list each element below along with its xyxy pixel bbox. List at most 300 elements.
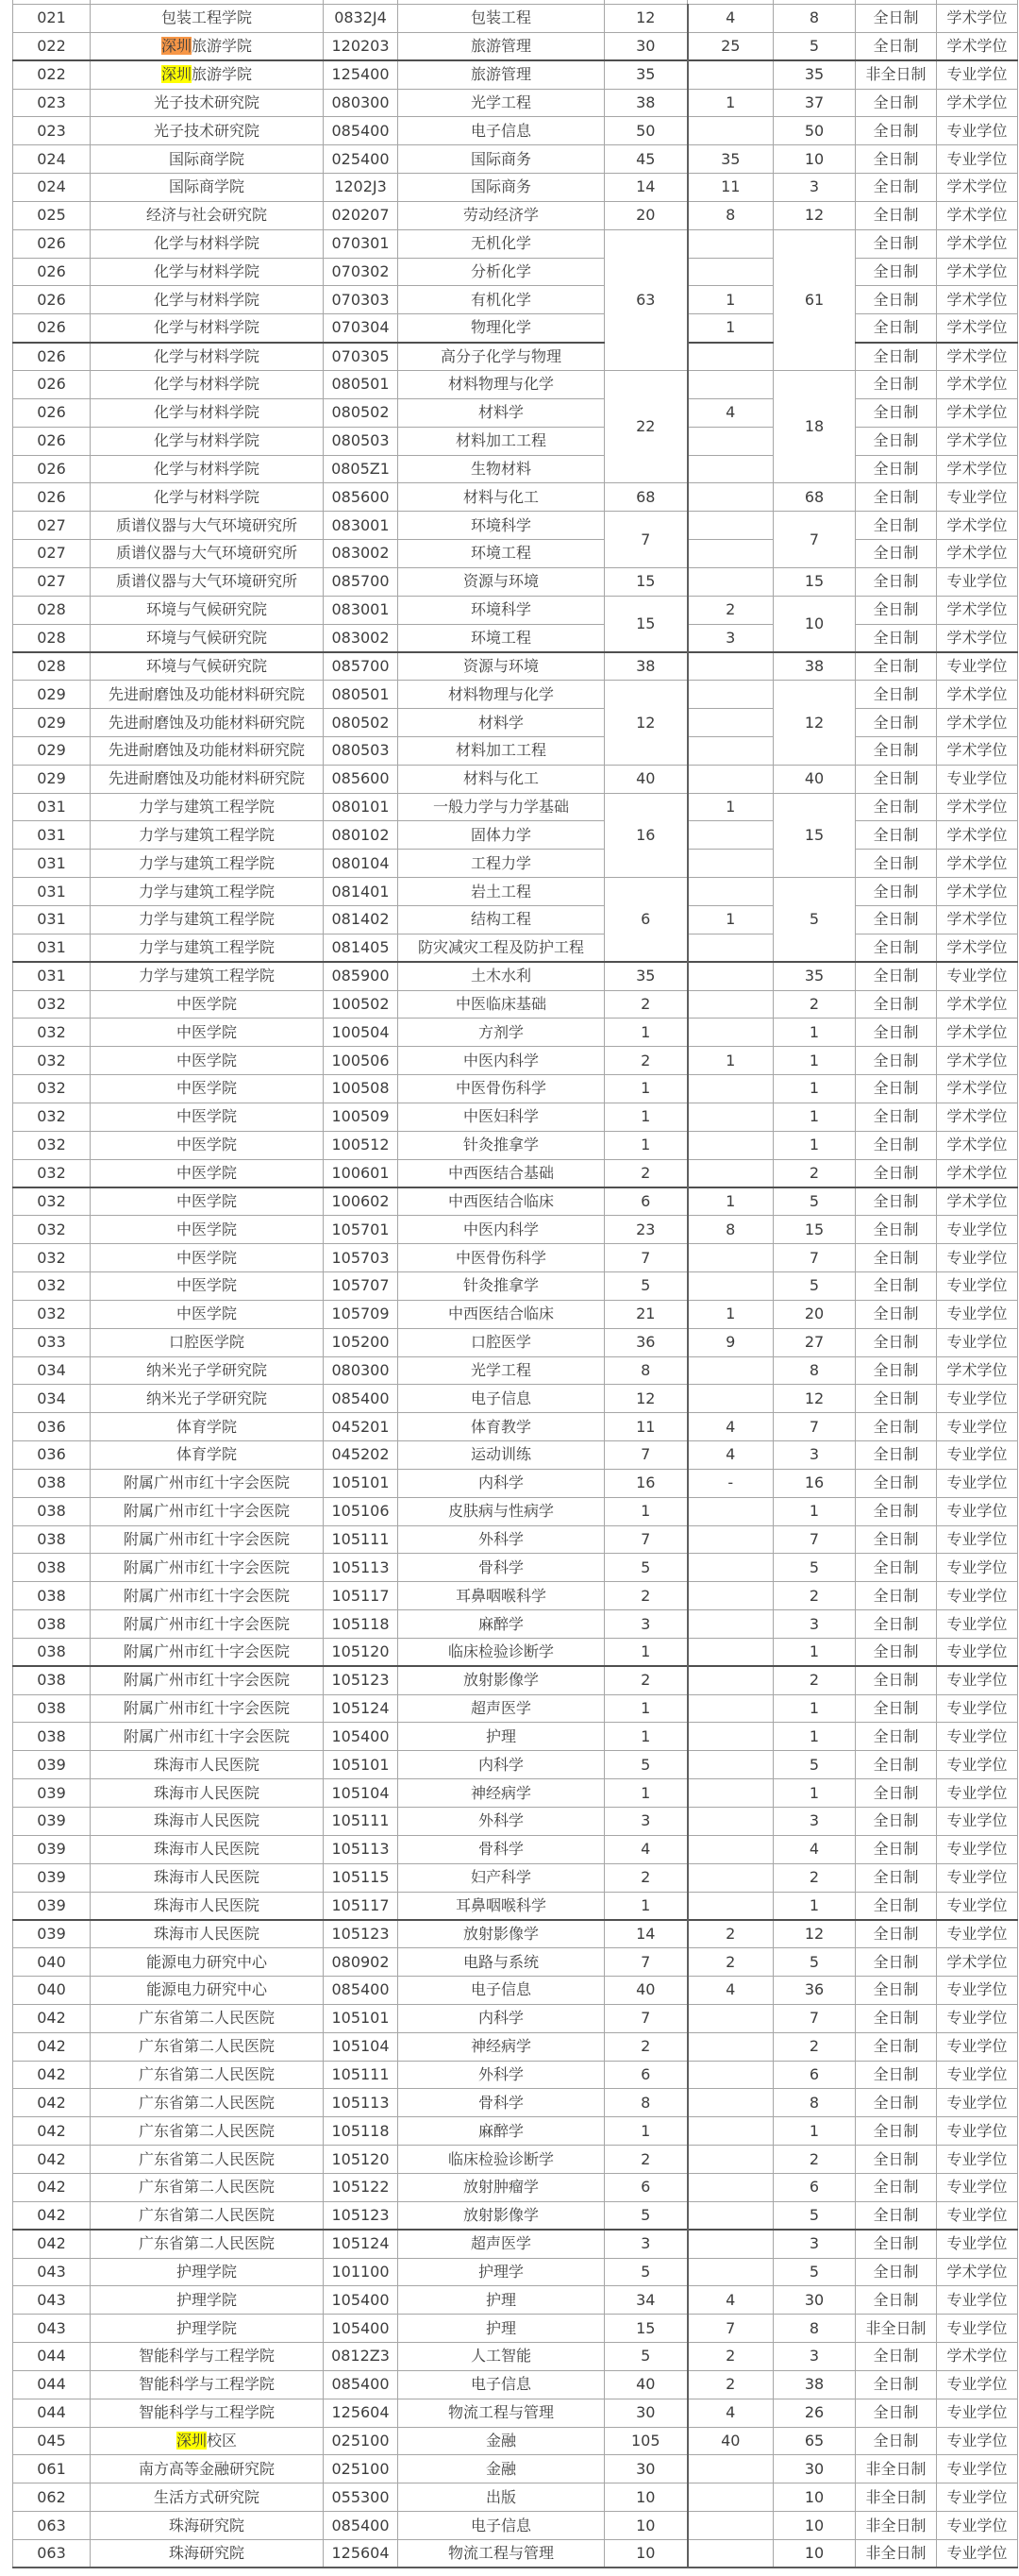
cell-quota-total: 15 [605, 2315, 688, 2343]
cell-college-name: 质谱仪器与大气环境研究所 [91, 540, 324, 568]
cell-college-name: 深圳旅游学院 [91, 32, 324, 60]
cell-college-name: 广东省第二人民医院 [91, 2146, 324, 2174]
cell-college-name: 先进耐磨蚀及功能材料研究院 [91, 736, 324, 765]
cell-major-code: 0812Z3 [324, 2343, 398, 2371]
cell-major-name: 内科学 [398, 1469, 605, 1497]
table-row [13, 2173, 1018, 2201]
cell-quota-exempt: 1 [688, 314, 774, 343]
cell-quota-exempt: 3 [688, 624, 774, 652]
cell-major-name: 护理 [398, 1723, 605, 1751]
cell-major-name: 环境科学 [398, 512, 605, 540]
cell-quota-exempt [688, 343, 774, 371]
cell-degree-type: 学术学位 [937, 201, 1018, 229]
cell-college-code: 031 [13, 906, 91, 934]
cell-major-code: 080502 [324, 398, 398, 427]
cell-major-name: 皮肤病与性病学 [398, 1497, 605, 1525]
cell-degree-type: 学术学位 [937, 398, 1018, 427]
cell-degree-type: 专业学位 [937, 2315, 1018, 2343]
cell-quota-exempt: 2 [688, 2370, 774, 2399]
cell-college-name: 化学与材料学院 [91, 286, 324, 314]
cell-quota-exam: 5 [774, 32, 856, 60]
cell-major-code: 120203 [324, 32, 398, 60]
cell-major-code: 105118 [324, 2117, 398, 2146]
cell-college-code: 027 [13, 567, 91, 596]
cell-major-name: 电子信息 [398, 117, 605, 145]
cell-college-name: 生活方式研究院 [91, 2483, 324, 2512]
table-row [13, 1328, 1018, 1356]
cell-degree-type: 专业学位 [937, 652, 1018, 681]
cell-study-mode: 全日制 [856, 765, 937, 793]
cell-study-mode: 全日制 [856, 455, 937, 483]
cell-study-mode: 全日制 [856, 2173, 937, 2201]
cell-college-code: 032 [13, 990, 91, 1019]
cell-quota-total: 7 [605, 1244, 688, 1272]
cell-degree-type: 学术学位 [937, 1047, 1018, 1075]
cell-quota-total: 45 [605, 145, 688, 174]
cell-study-mode: 全日制 [856, 2427, 937, 2455]
cell-major-code: 080102 [324, 821, 398, 850]
table-row [13, 1047, 1018, 1075]
cell-major-name: 无机化学 [398, 229, 605, 258]
cell-degree-type: 专业学位 [937, 1666, 1018, 1694]
cell-college-name: 化学与材料学院 [91, 370, 324, 398]
cell-study-mode: 全日制 [856, 1356, 937, 1385]
cell-quota-exempt: 1 [688, 286, 774, 314]
cell-quota-exempt: 1 [688, 89, 774, 117]
cell-quota-exempt [688, 1385, 774, 1413]
cell-degree-type: 学术学位 [937, 314, 1018, 343]
cell-college-name: 中医学院 [91, 990, 324, 1019]
cell-degree-type: 专业学位 [937, 1582, 1018, 1610]
table-row [13, 596, 1018, 624]
cell-major-name: 环境工程 [398, 624, 605, 652]
cell-quota-exempt [688, 1244, 774, 1272]
cell-study-mode: 非全日制 [856, 2455, 937, 2483]
cell-major-name: 神经病学 [398, 2032, 605, 2061]
cell-major-code: 083002 [324, 624, 398, 652]
admissions-table-container [12, 4, 1018, 2568]
cell-major-name: 出版 [398, 2483, 605, 2512]
table-row [13, 1779, 1018, 1808]
cell-major-name: 生物材料 [398, 455, 605, 483]
cell-degree-type: 学术学位 [937, 1948, 1018, 1977]
cell-degree-type: 专业学位 [937, 1300, 1018, 1328]
cell-degree-type: 专业学位 [937, 1554, 1018, 1582]
cell-college-code: 026 [13, 398, 91, 427]
cell-college-name: 体育学院 [91, 1413, 324, 1441]
cell-study-mode: 全日制 [856, 878, 937, 906]
table-row [13, 652, 1018, 681]
cell-quota-total: 1 [605, 1723, 688, 1751]
table-row [13, 567, 1018, 596]
cell-study-mode: 全日制 [856, 1948, 937, 1977]
cell-degree-type: 学术学位 [937, 1187, 1018, 1216]
cell-college-name: 包装工程学院 [91, 5, 324, 33]
cell-quota-total: 38 [605, 652, 688, 681]
cell-college-code: 029 [13, 736, 91, 765]
cell-major-code: 105111 [324, 2061, 398, 2089]
cell-quota-exam: 3 [774, 2343, 856, 2371]
cell-major-name: 资源与环境 [398, 567, 605, 596]
cell-quota-exempt [688, 1863, 774, 1892]
cell-quota-total: 21 [605, 1300, 688, 1328]
table-row [13, 2061, 1018, 2089]
cell-degree-type: 专业学位 [937, 145, 1018, 174]
cell-major-code: 085700 [324, 652, 398, 681]
table-row [13, 1554, 1018, 1582]
cell-degree-type: 学术学位 [937, 596, 1018, 624]
cell-college-code: 034 [13, 1356, 91, 1385]
cell-quota-total: 63 [605, 229, 688, 370]
table-row [13, 5, 1018, 33]
cell-degree-type: 专业学位 [937, 117, 1018, 145]
table-row [13, 1666, 1018, 1694]
cell-quota-total: 40 [605, 1977, 688, 2005]
shenzhen-highlight: 深圳 [160, 65, 192, 84]
cell-college-code: 022 [13, 32, 91, 60]
cell-study-mode: 全日制 [856, 1300, 937, 1328]
cell-study-mode: 全日制 [856, 258, 937, 286]
cell-major-code: 100509 [324, 1103, 398, 1131]
cell-major-code: 105709 [324, 1300, 398, 1328]
cell-college-name: 先进耐磨蚀及功能材料研究院 [91, 681, 324, 709]
cell-major-name: 针灸推拿学 [398, 1131, 605, 1159]
cell-study-mode: 全日制 [856, 1892, 937, 1920]
cell-college-name: 先进耐磨蚀及功能材料研究院 [91, 765, 324, 793]
table-row [13, 286, 1018, 314]
cell-quota-exam: 30 [774, 2455, 856, 2483]
cell-quota-exempt [688, 934, 774, 962]
cell-study-mode: 全日制 [856, 201, 937, 229]
cell-quota-exempt [688, 1554, 774, 1582]
cell-college-code: 033 [13, 1328, 91, 1356]
cell-college-code: 032 [13, 1271, 91, 1300]
table-row [13, 793, 1018, 821]
cell-degree-type: 专业学位 [937, 2201, 1018, 2230]
cell-quota-exam: 8 [774, 2315, 856, 2343]
cell-quota-total: 7 [605, 1441, 688, 1470]
table-row [13, 1638, 1018, 1666]
cell-college-code: 023 [13, 89, 91, 117]
cell-degree-type: 专业学位 [937, 1751, 1018, 1779]
cell-quota-total: 40 [605, 765, 688, 793]
cell-major-code: 105104 [324, 1779, 398, 1808]
cell-study-mode: 全日制 [856, 5, 937, 33]
cell-quota-total: 3 [605, 2230, 688, 2258]
cell-degree-type: 学术学位 [937, 512, 1018, 540]
cell-quota-exempt: 4 [688, 1441, 774, 1470]
cell-major-name: 超声医学 [398, 1694, 605, 1723]
cell-major-name: 结构工程 [398, 906, 605, 934]
cell-major-name: 中西医结合临床 [398, 1187, 605, 1216]
cell-study-mode: 全日制 [856, 1723, 937, 1751]
cell-quota-exempt [688, 1666, 774, 1694]
cell-college-code: 031 [13, 793, 91, 821]
cell-quota-exam: 61 [774, 229, 856, 370]
cell-quota-exam: 1 [774, 2117, 856, 2146]
cell-quota-total: 38 [605, 89, 688, 117]
cell-quota-exam: 27 [774, 1328, 856, 1356]
cell-major-code: 125604 [324, 2539, 398, 2568]
cell-major-code: 105106 [324, 1497, 398, 1525]
cell-college-code: 039 [13, 1808, 91, 1836]
cell-college-code: 026 [13, 483, 91, 512]
cell-quota-exam: 4 [774, 1835, 856, 1863]
cell-major-name: 包装工程 [398, 5, 605, 33]
cell-major-name: 骨科学 [398, 2089, 605, 2117]
cell-college-code: 032 [13, 1159, 91, 1187]
cell-quota-exam: 37 [774, 89, 856, 117]
cell-quota-total: 2 [605, 2032, 688, 2061]
cell-college-code: 032 [13, 1187, 91, 1216]
cell-college-name: 附属广州市红十字会医院 [91, 1469, 324, 1497]
cell-major-code: 045202 [324, 1441, 398, 1470]
cell-degree-type: 专业学位 [937, 1723, 1018, 1751]
cell-major-code: 105123 [324, 1666, 398, 1694]
cell-quota-exam: 5 [774, 1554, 856, 1582]
cell-study-mode: 全日制 [856, 2286, 937, 2315]
cell-degree-type: 专业学位 [937, 1694, 1018, 1723]
table-row [13, 906, 1018, 934]
cell-quota-exempt [688, 2539, 774, 2568]
cell-major-name: 运动训练 [398, 1441, 605, 1470]
cell-college-name: 能源电力研究中心 [91, 1948, 324, 1977]
cell-college-name: 附属广州市红十字会医院 [91, 1610, 324, 1639]
cell-college-name: 珠海研究院 [91, 2539, 324, 2568]
cell-college-name: 广东省第二人民医院 [91, 2230, 324, 2258]
table-row [13, 1892, 1018, 1920]
cell-study-mode: 全日制 [856, 1441, 937, 1470]
cell-major-code: 025100 [324, 2427, 398, 2455]
cell-college-name: 先进耐磨蚀及功能材料研究院 [91, 709, 324, 737]
cell-quota-exam: 7 [774, 1525, 856, 1554]
cell-major-code: 080300 [324, 1356, 398, 1385]
cell-quota-exempt [688, 821, 774, 850]
cell-quota-exam: 38 [774, 2370, 856, 2399]
cell-college-name: 深圳校区 [91, 2427, 324, 2455]
cell-study-mode: 全日制 [856, 2117, 937, 2146]
cell-major-name: 电子信息 [398, 2370, 605, 2399]
cell-quota-total: 10 [605, 2483, 688, 2512]
cell-quota-total: 7 [605, 512, 688, 568]
table-row [13, 2201, 1018, 2230]
cell-major-code: 085600 [324, 765, 398, 793]
cell-quota-total: 30 [605, 2399, 688, 2427]
cell-degree-type: 专业学位 [937, 2455, 1018, 2483]
cell-study-mode: 全日制 [856, 1385, 937, 1413]
cell-quota-total: 1 [605, 1075, 688, 1103]
cell-major-name: 临床检验诊断学 [398, 2146, 605, 2174]
cell-major-code: 025400 [324, 145, 398, 174]
cell-quota-total: 1 [605, 1019, 688, 1047]
cell-study-mode: 全日制 [856, 1413, 937, 1441]
cell-major-code: 105123 [324, 2201, 398, 2230]
table-row [13, 343, 1018, 371]
cell-college-code: 038 [13, 1666, 91, 1694]
cell-major-code: 105124 [324, 1694, 398, 1723]
cell-college-name: 南方高等金融研究院 [91, 2455, 324, 2483]
cell-quota-exam: 2 [774, 1666, 856, 1694]
cell-college-code: 042 [13, 2061, 91, 2089]
cell-quota-total: 2 [605, 2146, 688, 2174]
table-row [13, 990, 1018, 1019]
cell-quota-exam: 5 [774, 1948, 856, 1977]
cell-degree-type: 专业学位 [937, 1863, 1018, 1892]
cell-major-code: 083001 [324, 512, 398, 540]
cell-major-code: 100602 [324, 1187, 398, 1216]
cell-major-code: 100506 [324, 1047, 398, 1075]
cell-college-code: 026 [13, 370, 91, 398]
cell-quota-exempt: 4 [688, 1413, 774, 1441]
cell-study-mode: 全日制 [856, 1694, 937, 1723]
cell-quota-total: 3 [605, 1610, 688, 1639]
cell-degree-type: 学术学位 [937, 1159, 1018, 1187]
cell-quota-total: 3 [605, 1808, 688, 1836]
cell-college-name: 中医学院 [91, 1271, 324, 1300]
cell-major-name: 土木水利 [398, 962, 605, 990]
cell-college-code: 042 [13, 2089, 91, 2117]
cell-major-code: 070304 [324, 314, 398, 343]
cell-major-name: 旅游管理 [398, 32, 605, 60]
cell-quota-exempt [688, 229, 774, 258]
table-row [13, 2539, 1018, 2568]
cell-quota-total: 35 [605, 962, 688, 990]
cell-major-name: 方剂学 [398, 1019, 605, 1047]
cell-college-name: 附属广州市红十字会医院 [91, 1525, 324, 1554]
cell-quota-exempt [688, 2512, 774, 2540]
cell-degree-type: 专业学位 [937, 1271, 1018, 1300]
cell-quota-total: 2 [605, 1863, 688, 1892]
cell-college-code: 036 [13, 1413, 91, 1441]
cell-quota-exempt [688, 1751, 774, 1779]
cell-quota-exempt [688, 1497, 774, 1525]
table-row [13, 821, 1018, 850]
cell-major-code: 083001 [324, 596, 398, 624]
table-row [13, 681, 1018, 709]
cell-college-code: 039 [13, 1920, 91, 1948]
cell-major-code: 085600 [324, 483, 398, 512]
cell-quota-exempt [688, 455, 774, 483]
table-row [13, 1271, 1018, 1300]
cell-major-name: 中医骨伤科学 [398, 1075, 605, 1103]
cell-major-name: 中医临床基础 [398, 990, 605, 1019]
cell-major-code: 025100 [324, 2455, 398, 2483]
table-row [13, 1216, 1018, 1244]
cell-quota-exam: 38 [774, 652, 856, 681]
cell-major-name: 防灾减灾工程及防护工程 [398, 934, 605, 962]
cell-quota-exempt [688, 2483, 774, 2512]
cell-degree-type: 专业学位 [937, 2032, 1018, 2061]
cell-college-code: 031 [13, 850, 91, 878]
cell-major-code: 080101 [324, 793, 398, 821]
admissions-table [12, 4, 1018, 2568]
cell-college-name: 智能科学与工程学院 [91, 2399, 324, 2427]
cell-major-name: 中西医结合基础 [398, 1159, 605, 1187]
cell-study-mode: 全日制 [856, 286, 937, 314]
cell-quota-total: 22 [605, 370, 688, 482]
cell-college-code: 028 [13, 596, 91, 624]
cell-college-name: 力学与建筑工程学院 [91, 962, 324, 990]
cell-college-name: 能源电力研究中心 [91, 1977, 324, 2005]
cell-quota-total: 1 [605, 1694, 688, 1723]
table-row [13, 1723, 1018, 1751]
table-row [13, 709, 1018, 737]
cell-study-mode: 全日制 [856, 1271, 937, 1300]
cell-degree-type: 专业学位 [937, 1413, 1018, 1441]
cell-degree-type: 学术学位 [937, 455, 1018, 483]
cell-study-mode: 全日制 [856, 709, 937, 737]
cell-major-name: 外科学 [398, 2061, 605, 2089]
cell-major-name: 护理 [398, 2286, 605, 2315]
cell-degree-type: 专业学位 [937, 2117, 1018, 2146]
cell-quota-total: 34 [605, 2286, 688, 2315]
table-row [13, 2315, 1018, 2343]
cell-quota-exam: 8 [774, 5, 856, 33]
cell-quota-total: 6 [605, 2061, 688, 2089]
cell-degree-type: 学术学位 [937, 2343, 1018, 2371]
cell-degree-type: 学术学位 [937, 2258, 1018, 2286]
cell-quota-total: 8 [605, 2089, 688, 2117]
cell-major-name: 妇产科学 [398, 1863, 605, 1892]
cell-major-name: 神经病学 [398, 1779, 605, 1808]
cell-quota-exempt [688, 2230, 774, 2258]
cell-college-code: 026 [13, 343, 91, 371]
cell-quota-exempt [688, 117, 774, 145]
cell-degree-type: 学术学位 [937, 681, 1018, 709]
cell-college-code: 034 [13, 1385, 91, 1413]
cell-college-name: 体育学院 [91, 1441, 324, 1470]
cell-quota-exam: 1 [774, 1047, 856, 1075]
cell-quota-exempt [688, 512, 774, 540]
cell-major-name: 耳鼻咽喉科学 [398, 1582, 605, 1610]
cell-quota-total: 12 [605, 681, 688, 766]
cell-study-mode: 全日制 [856, 540, 937, 568]
cell-study-mode: 全日制 [856, 681, 937, 709]
cell-major-code: 080104 [324, 850, 398, 878]
cell-quota-exempt [688, 2089, 774, 2117]
cell-quota-exempt: 1 [688, 793, 774, 821]
cell-degree-type: 学术学位 [937, 934, 1018, 962]
cell-quota-total: 5 [605, 2258, 688, 2286]
cell-degree-type: 学术学位 [937, 343, 1018, 371]
cell-degree-type: 专业学位 [937, 1469, 1018, 1497]
cell-quota-total: 16 [605, 1469, 688, 1497]
cell-study-mode: 全日制 [856, 624, 937, 652]
table-row [13, 1694, 1018, 1723]
cell-quota-exam: 2 [774, 2032, 856, 2061]
cell-college-name: 中医学院 [91, 1019, 324, 1047]
cell-college-name: 化学与材料学院 [91, 483, 324, 512]
cell-quota-total: 5 [605, 1554, 688, 1582]
cell-quota-exempt [688, 1131, 774, 1159]
table-row [13, 1385, 1018, 1413]
cell-study-mode: 全日制 [856, 850, 937, 878]
cell-major-name: 材料加工工程 [398, 427, 605, 455]
cell-college-code: 038 [13, 1525, 91, 1554]
cell-college-code: 022 [13, 60, 91, 89]
table-row [13, 962, 1018, 990]
cell-college-name: 中医学院 [91, 1047, 324, 1075]
cell-college-code: 042 [13, 2230, 91, 2258]
cell-study-mode: 全日制 [856, 1047, 937, 1075]
cell-college-code: 042 [13, 2201, 91, 2230]
cell-study-mode: 全日制 [856, 1159, 937, 1187]
cell-college-name: 附属广州市红十字会医院 [91, 1694, 324, 1723]
cell-degree-type: 专业学位 [937, 765, 1018, 793]
table-row [13, 60, 1018, 89]
cell-major-name: 国际商务 [398, 145, 605, 174]
cell-major-code: 080503 [324, 427, 398, 455]
